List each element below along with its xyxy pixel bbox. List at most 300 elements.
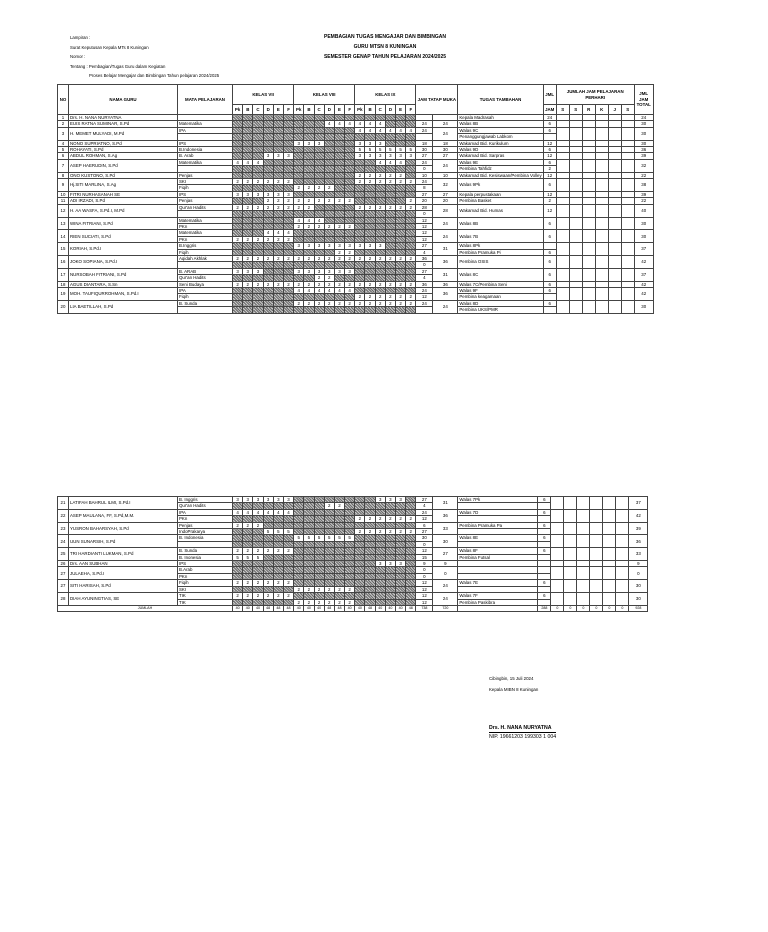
subcol-kelas-viii: E — [334, 105, 344, 115]
class-hours: 2 — [385, 172, 395, 178]
class-hours: 2 — [243, 580, 253, 586]
additional-task — [458, 268, 543, 281]
day-hours — [551, 567, 564, 580]
subject-hours: 10 — [416, 172, 433, 178]
day-hours — [551, 580, 564, 593]
subject-hours: 0 — [416, 541, 433, 547]
teacher-no: 27 — [58, 567, 69, 580]
day-hours — [569, 230, 582, 243]
day-hours — [603, 522, 616, 535]
class-hours: 2 — [253, 281, 263, 287]
additional-task: Wakamad Bid. Sarpras — [458, 153, 543, 159]
teacher-no: 15 — [58, 243, 69, 256]
day-hours — [551, 522, 564, 535]
teacher-name: ONO KUSTONO, S.Pd — [69, 172, 178, 178]
class-hours: 2 — [355, 294, 365, 300]
subject: B.Inggris — [178, 243, 233, 249]
jam-tatap-muka: 0 — [433, 567, 458, 580]
subject: Matematika — [178, 121, 233, 127]
total-hours: 9 — [629, 561, 648, 567]
class-hours: 2 — [283, 548, 293, 554]
class-hours: 2 — [396, 179, 406, 185]
class-hours: 5 — [294, 535, 304, 541]
class-hours: 2 — [263, 198, 273, 204]
subject-hours: 27 — [416, 268, 433, 274]
jam-tatap-muka: 30 — [433, 147, 458, 153]
jumlah-class-hours: 40 — [375, 605, 385, 611]
sign-role: Kepala MIBN 8 Kuningan — [489, 687, 539, 692]
day-hours — [595, 268, 608, 281]
day-hours — [603, 509, 616, 522]
day-hours — [621, 217, 634, 230]
class-hours: 2 — [355, 516, 365, 522]
jumlah-tugas — [458, 605, 538, 611]
jam-tatap-muka: 27 — [433, 191, 458, 197]
class-hours: 2 — [385, 281, 395, 287]
day-hours — [556, 230, 569, 243]
day-hours — [569, 179, 582, 192]
subject: Matematika — [178, 230, 233, 236]
class-hours: 2 — [314, 300, 324, 306]
subject: Fiqih — [178, 294, 233, 300]
day-hours — [564, 567, 577, 580]
col-mapel: MATA PELAJARAN — [178, 85, 233, 115]
class-hours: 2 — [334, 586, 344, 592]
class-hours: 5 — [233, 554, 243, 560]
class-hours: 2 — [375, 294, 385, 300]
subcol-kelas-ix: Pk — [355, 105, 365, 115]
day-hours — [564, 535, 577, 548]
class-hours: 2 — [375, 255, 385, 261]
day-hours — [556, 204, 569, 217]
jam-tatap-muka: 24 — [433, 127, 458, 140]
additional-task-line: Pembina OSIS — [459, 259, 489, 265]
class-hours: 4 — [334, 287, 344, 293]
total-hours: 42 — [634, 255, 653, 268]
day-hours — [582, 268, 595, 281]
day-hours — [569, 204, 582, 217]
jumlah-class-hours: 40 — [345, 605, 355, 611]
subject-hours: 30 — [416, 535, 433, 541]
class-hours: 4 — [345, 287, 355, 293]
jumlah-jml: 288 — [538, 605, 551, 611]
class-hours: 3 — [294, 243, 304, 249]
day-hours — [608, 127, 621, 140]
class-hours: 3 — [233, 268, 243, 274]
class-hours: 2 — [233, 522, 243, 528]
class-hours: 2 — [314, 281, 324, 287]
day-hours — [603, 535, 616, 548]
class-hours: 2 — [233, 204, 243, 210]
day-hours — [551, 548, 564, 561]
subject-hours: 12 — [416, 580, 433, 586]
teacher-no: 17 — [58, 268, 69, 281]
additional-hours: 12 — [543, 191, 556, 197]
class-hours: 2 — [263, 281, 273, 287]
additional-hours: 6 — [543, 159, 556, 165]
class-hours: 2 — [355, 281, 365, 287]
day-hours — [608, 217, 621, 230]
class-hours: 2 — [385, 529, 395, 535]
class-hours: 2 — [294, 281, 304, 287]
sign-nip: NIP. 19661203 199303 1 004 — [489, 733, 557, 740]
subject: Matematika — [178, 159, 233, 165]
teacher-no: 10 — [58, 191, 69, 197]
class-hours: 4 — [365, 127, 375, 133]
class-hours: 2 — [334, 198, 344, 204]
teacher-no: 26 — [58, 561, 69, 567]
day-hours — [595, 300, 608, 313]
col-jml-jam-total: JML JAM TOTAL — [634, 85, 653, 115]
day-hours — [590, 497, 603, 510]
class-hours: 2 — [324, 300, 334, 306]
jumlah-day: 0 — [616, 605, 629, 611]
day-hours — [556, 243, 569, 256]
class-hours: 2 — [345, 198, 355, 204]
class-hours: 4 — [283, 230, 293, 236]
teacher-no: 11 — [58, 198, 69, 204]
class-hours: 4 — [314, 287, 324, 293]
class-hours: 4 — [385, 127, 395, 133]
class-hours: 2 — [406, 179, 416, 185]
teacher-name: FITRI NURHASANAH SE — [69, 191, 178, 197]
day-hours — [582, 243, 595, 256]
class-hours: 2 — [385, 516, 395, 522]
class-hours: 2 — [324, 599, 334, 605]
class-hours: 3 — [324, 268, 334, 274]
class-hours: 5 — [304, 535, 314, 541]
additional-hours: 6 — [543, 127, 556, 133]
day-hours — [577, 522, 590, 535]
day-hours — [595, 127, 608, 140]
class-hours: 3 — [233, 191, 243, 197]
class-hours: 2 — [406, 300, 416, 306]
class-hours: 2 — [355, 300, 365, 306]
subject: B.Indonesia — [178, 147, 233, 153]
class-hours: 2 — [253, 255, 263, 261]
subject-hours: 24 — [416, 509, 433, 515]
subject: IndoPrakarya — [178, 529, 233, 535]
class-hours: 3 — [263, 153, 273, 159]
subject: Fiqih — [178, 185, 233, 191]
additional-task: Penanggungjawab Labkom — [458, 134, 543, 140]
class-hours: 2 — [233, 255, 243, 261]
day-hours — [590, 567, 603, 580]
jumlah-class-hours: 48 — [365, 605, 375, 611]
total-hours: 42 — [629, 509, 648, 522]
day-hours — [569, 300, 582, 313]
class-hours: 2 — [324, 185, 334, 191]
teacher-name: Drs. H. NANA NURYATNA — [69, 115, 178, 121]
class-hours-empty — [375, 307, 385, 313]
class-hours: 2 — [314, 198, 324, 204]
col-day: J — [608, 105, 621, 115]
class-hours: 2 — [365, 281, 375, 287]
additional-task: Walas 7F — [458, 593, 538, 599]
jumlah-row — [58, 605, 648, 611]
jumlah-class-hours: 40 — [355, 605, 365, 611]
col-jam: JAM — [543, 105, 556, 115]
subject: Qur'an Hadits — [178, 275, 233, 281]
total-hours: 33 — [629, 548, 648, 561]
class-hours: 2 — [263, 179, 273, 185]
subcol-kelas-viii: C — [314, 105, 324, 115]
teacher-name: TRI HARDIANTI LUKMAN, S.Pd — [69, 548, 178, 561]
class-hours: 4 — [253, 509, 263, 515]
jam-tatap-muka: 31 — [433, 243, 458, 256]
class-hours: 3 — [365, 140, 375, 146]
jam-tatap-muka: 31 — [433, 268, 458, 281]
jumlah-class-hours: 40 — [243, 605, 253, 611]
class-hours: 5 — [355, 147, 365, 153]
day-hours — [608, 300, 621, 313]
total-hours: 39 — [629, 522, 648, 535]
total-hours: 30 — [634, 230, 653, 243]
jumlah-day: 0 — [603, 605, 616, 611]
day-hours — [595, 217, 608, 230]
teacher-name: H. MEMET MULYADI, M.Pd — [69, 127, 178, 140]
additional-task — [458, 255, 543, 268]
class-hours: 4 — [396, 127, 406, 133]
day-hours — [595, 204, 608, 217]
class-hours: 2 — [294, 223, 304, 229]
teacher-name: EUIS RATNA SUMINAR, S.Pd — [69, 121, 178, 127]
class-hours: 3 — [294, 268, 304, 274]
class-hours: 2 — [273, 204, 283, 210]
subject: B. Inggris — [178, 497, 233, 503]
class-hours: 2 — [355, 529, 365, 535]
class-hours: 2 — [385, 255, 395, 261]
subject: B. Indonesia — [178, 535, 233, 541]
teacher-name: ASEP HAERUDIN, S.Pd — [69, 159, 178, 172]
subject: PKn — [178, 223, 233, 229]
class-hours: 2 — [324, 255, 334, 261]
jumlah-class-hours: 40 — [253, 605, 263, 611]
subject: PKn — [178, 573, 233, 579]
class-hours: 2 — [294, 255, 304, 261]
col-kelas-ix: KELAS IX — [355, 85, 416, 105]
class-hours: 2 — [365, 179, 375, 185]
class-hours: 3 — [396, 153, 406, 159]
class-hours: 3 — [365, 153, 375, 159]
class-hours: 2 — [243, 281, 253, 287]
day-hours — [616, 593, 629, 606]
class-hours: 2 — [345, 249, 355, 255]
class-hours: 2 — [345, 300, 355, 306]
class-hours: 4 — [355, 127, 365, 133]
day-hours — [577, 509, 590, 522]
class-hours: 2 — [304, 255, 314, 261]
class-hours: 2 — [243, 593, 253, 599]
day-hours — [569, 159, 582, 172]
jumlah-day: 0 — [564, 605, 577, 611]
jam-tatap-muka: 24 — [433, 217, 458, 230]
col-day: R — [582, 105, 595, 115]
subject-hours: 20 — [416, 198, 433, 204]
class-hours: 2 — [283, 236, 293, 242]
subject-hours: 24 — [416, 179, 433, 185]
class-hours: 3 — [334, 243, 344, 249]
class-hours: 4 — [273, 509, 283, 515]
subject-hours: 12 — [416, 223, 433, 229]
subcol-kelas-ix: F — [406, 105, 416, 115]
additional-task: Walas 8E — [458, 535, 538, 541]
day-hours — [564, 497, 577, 510]
total-hours: 36 — [634, 147, 653, 153]
class-hours: 2 — [253, 593, 263, 599]
total-hours: 30 — [629, 593, 648, 606]
additional-hours: 2 — [543, 166, 556, 172]
class-hours: 4 — [233, 509, 243, 515]
assignment-table-page1 — [57, 84, 654, 314]
col-tugas-tambahan: TUGAS TAMBAHAN — [458, 85, 543, 115]
additional-task: Walas 9F — [458, 287, 543, 293]
class-hours: 2 — [263, 255, 273, 261]
teacher-name: ROHAYATI, S.Pd — [69, 147, 178, 153]
class-hours: 2 — [314, 275, 324, 281]
jam-tatap-muka: 27 — [433, 548, 458, 561]
day-hours — [556, 127, 569, 140]
subcol-kelas-viii: F — [345, 105, 355, 115]
class-hours: 2 — [233, 236, 243, 242]
additional-task: Walas 7E — [458, 580, 538, 586]
class-hours: 2 — [406, 204, 416, 210]
subject-hours: 36 — [416, 281, 433, 287]
day-hours — [556, 217, 569, 230]
total-hours: 30 — [634, 140, 653, 146]
subject-hours: 12 — [416, 516, 433, 522]
class-hours: 2 — [355, 255, 365, 261]
class-hours-empty — [365, 307, 375, 313]
class-hours-empty — [385, 307, 395, 313]
class-hours: 2 — [365, 294, 375, 300]
teacher-no: 19 — [58, 287, 69, 300]
teacher-no: 23 — [58, 522, 69, 535]
day-hours — [595, 255, 608, 268]
teacher-no: 12 — [58, 204, 69, 217]
subject-hours: 4 — [416, 503, 433, 509]
class-hours: 2 — [294, 300, 304, 306]
subject-hours: 15 — [416, 554, 433, 560]
jam-tatap-muka: 24 — [433, 121, 458, 127]
class-hours: 3 — [304, 140, 314, 146]
class-hours: 2 — [243, 255, 253, 261]
total-hours: 24 — [634, 115, 653, 121]
subject-hours: 28 — [416, 204, 433, 210]
teacher-name: ABDUL ROHMAN, S.Ag — [69, 153, 178, 159]
teacher-name: KORIAH, S.Pd.I — [69, 243, 178, 256]
subject: Aqidah Akhlak — [178, 255, 233, 261]
subject-hours: 0 — [416, 166, 433, 172]
class-hours: 2 — [253, 236, 263, 242]
class-hours: 3 — [375, 561, 385, 567]
class-hours: 2 — [365, 172, 375, 178]
day-hours — [608, 159, 621, 172]
additional-task: Walas 7C/Pembina Seni — [458, 281, 543, 287]
jumlah-class-hours: 40 — [385, 605, 395, 611]
jumlah-jtm: 720 — [433, 605, 458, 611]
class-hours: 4 — [365, 121, 375, 127]
class-hours: 3 — [243, 497, 253, 503]
additional-hours: 6 — [538, 535, 551, 541]
day-hours — [595, 287, 608, 300]
class-hours: 4 — [345, 121, 355, 127]
additional-hours: 6 — [543, 268, 556, 281]
class-hours: 3 — [375, 140, 385, 146]
additional-hours: 6 — [543, 255, 556, 268]
jam-tatap-muka: 32 — [433, 179, 458, 192]
class-hours: 3 — [365, 243, 375, 249]
additional-task: Walas 9E — [458, 159, 543, 165]
total-hours: 22 — [634, 172, 653, 178]
jam-tatap-muka: 27 — [433, 153, 458, 159]
class-hours: 5 — [324, 535, 334, 541]
class-hours: 5 — [345, 535, 355, 541]
class-hours: 4 — [283, 509, 293, 515]
teacher-name: LIA BAETILLAH, S.Pd — [69, 300, 178, 313]
subcol-kelas-ix: C — [375, 105, 385, 115]
additional-task: Walas 8Pk — [458, 243, 543, 249]
additional-task-line: Walas 9Pk — [459, 182, 481, 188]
class-hours: 3 — [314, 268, 324, 274]
class-hours: 4 — [334, 121, 344, 127]
subject-hours: 24 — [416, 127, 433, 133]
subject: Fiqih — [178, 249, 233, 255]
jam-tatap-muka: 33 — [433, 522, 458, 535]
class-hours: 2 — [314, 223, 324, 229]
class-hours: 2 — [314, 586, 324, 592]
class-hours: 3 — [304, 243, 314, 249]
class-hours: 4 — [324, 287, 334, 293]
class-hours: 3 — [355, 140, 365, 146]
class-hours-empty — [314, 307, 324, 313]
class-hours: 2 — [375, 529, 385, 535]
day-hours — [569, 127, 582, 140]
class-hours: 3 — [273, 497, 283, 503]
header-left-line: Nomor : — [70, 54, 86, 59]
day-hours — [590, 580, 603, 593]
total-hours: 0 — [629, 567, 648, 580]
day-hours — [616, 509, 629, 522]
subject-hours: 4 — [416, 249, 433, 255]
additional-task — [458, 179, 543, 192]
teacher-no: 4 — [58, 140, 69, 146]
class-hours: 2 — [385, 294, 395, 300]
total-hours: 42 — [634, 287, 653, 300]
day-hours — [551, 497, 564, 510]
class-hours: 2 — [406, 529, 416, 535]
class-hours: 3 — [375, 153, 385, 159]
jam-tatap-muka: 20 — [433, 198, 458, 204]
day-hours — [621, 230, 634, 243]
jam-tatap-muka: 24 — [433, 159, 458, 172]
teacher-name: RIEN SUCIATI, S.Pd — [69, 230, 178, 243]
day-hours — [616, 567, 629, 580]
day-hours — [621, 127, 634, 140]
header-left-line: Surat Keputusan Kepala MTs 8 Kuningan — [70, 44, 149, 50]
subject: IPA — [178, 509, 233, 515]
subject-hours: 6 — [416, 522, 433, 528]
total-hours: 30 — [634, 121, 653, 127]
jumlah-day: 0 — [590, 605, 603, 611]
class-hours: 4 — [314, 217, 324, 223]
day-hours — [621, 179, 634, 192]
total-hours: 30 — [634, 127, 653, 140]
additional-hours: 6 — [543, 281, 556, 287]
subject: IPA — [178, 287, 233, 293]
class-hours: 2 — [406, 281, 416, 287]
jumlah-class-hours: 40 — [314, 605, 324, 611]
